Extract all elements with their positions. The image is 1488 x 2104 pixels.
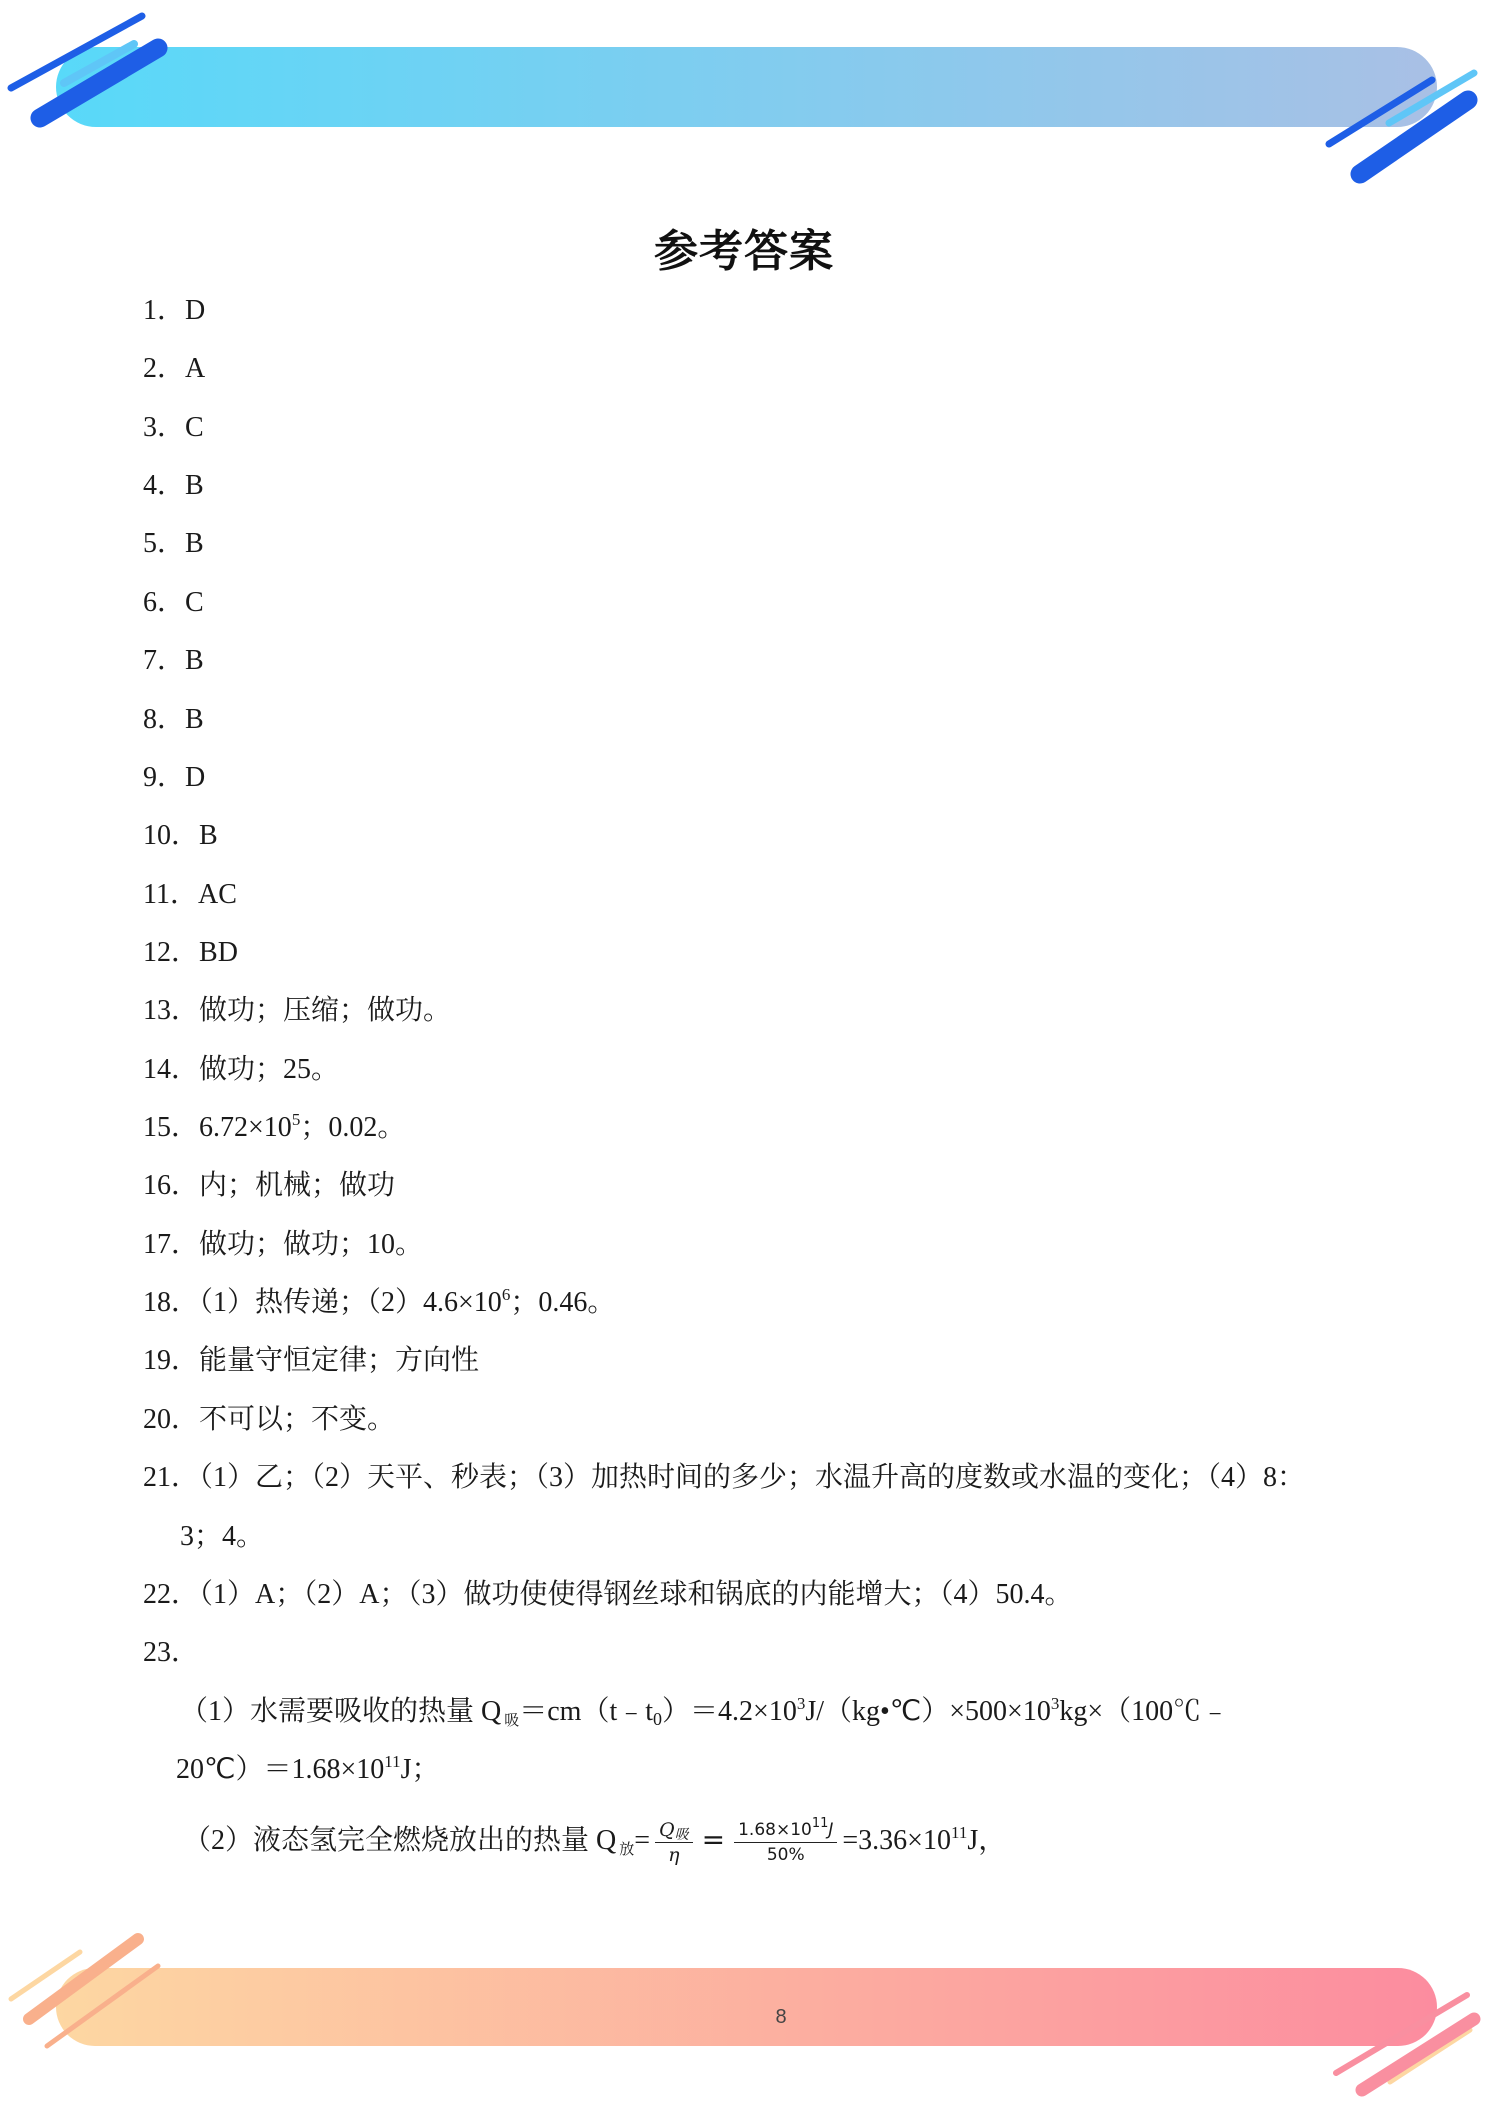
footer-banner	[56, 1968, 1437, 2046]
answer-text: C	[185, 586, 204, 618]
equals-sign: =	[634, 1825, 651, 1857]
answer-item	[143, 515, 1443, 573]
answer-item	[143, 632, 1443, 690]
answer-text: D	[185, 761, 206, 793]
answer-text: 做功；25。	[199, 1053, 340, 1085]
exponent: 3	[796, 1693, 806, 1713]
answer-number: 14．	[143, 1053, 200, 1085]
answer-text: （1）乙；（2）天平、秒表；（3）加热时间的多少；水温升高的度数或水温的变化；（4）8：	[199, 1462, 1306, 1494]
numerator-value: 1.68×10	[738, 1820, 812, 1841]
answer-text: B	[185, 528, 204, 560]
page-title: 参考答案	[654, 226, 834, 277]
answer-number: 6．	[143, 586, 186, 618]
answer-item	[143, 282, 1443, 340]
exponent: 6	[501, 1285, 511, 1305]
answer-text-tail: ；0.02。	[300, 1112, 406, 1144]
answer-text: AC	[197, 878, 237, 910]
answer-text: B	[199, 820, 218, 852]
answer-text: 6.72×10	[199, 1112, 292, 1144]
answer-number: 13．	[143, 995, 200, 1027]
answer-text: B	[185, 470, 204, 502]
exponent: 3	[1050, 1693, 1060, 1713]
answer-number: 11．	[143, 878, 198, 910]
answer-text: BD	[199, 936, 238, 968]
answer-number: 20．	[143, 1403, 200, 1435]
fraction-heat-over-efficiency	[655, 1818, 693, 1867]
solution-text: J；	[400, 1753, 440, 1785]
answer-number: 8．	[143, 703, 186, 735]
subscript: 吸	[674, 1827, 689, 1844]
answer-text: 做功；压缩；做功。	[199, 995, 452, 1027]
answer-text: D	[185, 295, 206, 326]
answer-number: 15．	[143, 1112, 200, 1144]
answer-text: 做功；做功；10。	[199, 1228, 424, 1260]
subscript: 放	[619, 1842, 635, 1859]
answer-number: 12．	[143, 936, 200, 968]
solution-text: J/（kg•℃）×500×10	[805, 1695, 1051, 1727]
answer-item	[143, 1274, 1443, 1332]
solution-text: ＝cm（t﹣t	[519, 1695, 654, 1727]
page-number: 8	[775, 2006, 787, 2028]
answer-item	[143, 807, 1443, 865]
solution-text: （1）水需要吸收的热量 Q	[180, 1695, 502, 1727]
solution-part-1-continuation	[143, 1741, 1443, 1799]
exponent: 11	[811, 1816, 829, 1832]
answer-number: 5．	[143, 528, 186, 560]
answer-number: 19．	[143, 1345, 200, 1377]
answer-number: 4．	[143, 470, 186, 502]
solution-part-2	[143, 1811, 1443, 1869]
answer-number: 23．	[143, 1637, 200, 1669]
answer-text-tail: ；0.46。	[510, 1287, 616, 1319]
solution-part-1	[143, 1683, 1443, 1741]
answer-number: 9．	[143, 761, 186, 793]
answer-item	[143, 574, 1443, 632]
answer-list	[143, 282, 1443, 1870]
fraction-numerator	[734, 1818, 837, 1843]
answer-number: 3．	[143, 411, 186, 443]
answer-number: 10．	[143, 820, 200, 852]
answer-text: B	[185, 703, 204, 735]
answer-item	[143, 1449, 1443, 1507]
answer-text: 能量守恒定律；方向性	[199, 1345, 480, 1377]
solution-text: kg×（100℃﹣	[1059, 1695, 1230, 1727]
fraction-numerator	[655, 1818, 693, 1843]
answer-item	[143, 1391, 1443, 1449]
answer-item	[143, 1041, 1443, 1099]
fraction-denominator: 50%	[766, 1845, 805, 1866]
header-banner	[56, 47, 1437, 127]
answer-text: 不可以；不变。	[199, 1403, 396, 1435]
answer-text: C	[185, 411, 204, 443]
answer-number: 17．	[143, 1228, 200, 1260]
solution-result: =3.36×10	[842, 1825, 951, 1857]
answer-text: 内；机械；做功	[199, 1170, 396, 1202]
subscript: 0	[653, 1708, 663, 1729]
answer-item	[143, 691, 1443, 749]
answer-number: 2．	[143, 353, 186, 385]
answer-text: 3；4。	[180, 1520, 265, 1552]
answer-number: 18．	[143, 1287, 200, 1319]
answer-item	[143, 1157, 1443, 1215]
answer-item	[143, 982, 1443, 1040]
answer-number: 16．	[143, 1170, 200, 1202]
equals-sign: =	[701, 1823, 726, 1857]
fraction-denominator	[664, 1843, 683, 1867]
answer-number: 21．	[143, 1462, 200, 1494]
answer-item	[143, 1099, 1443, 1157]
answer-item	[143, 1216, 1443, 1274]
solution-text: 20℃）＝1.68×10	[176, 1753, 385, 1785]
exponent: 11	[950, 1823, 968, 1843]
unit: J	[828, 1820, 834, 1841]
answer-item	[143, 399, 1443, 457]
answer-text: B	[185, 645, 204, 677]
solution-text: （2）液态氢完全燃烧放出的热量 Q	[183, 1825, 617, 1857]
answer-number: 7．	[143, 645, 186, 677]
answer-number: 22．	[143, 1578, 200, 1610]
exponent: 11	[384, 1751, 401, 1771]
answer-item	[143, 924, 1443, 982]
answer-continuation	[143, 1508, 1443, 1566]
variable-eta: η	[668, 1844, 680, 1867]
fraction-numeric	[734, 1818, 837, 1867]
answer-item	[143, 340, 1443, 398]
answer-text: A	[185, 353, 206, 385]
answer-item	[143, 866, 1443, 924]
answer-item	[143, 1332, 1443, 1390]
answer-item	[143, 457, 1443, 515]
answer-item	[143, 1566, 1443, 1624]
answer-item	[143, 1624, 1443, 1682]
answer-item	[143, 749, 1443, 807]
variable-q: Q	[659, 1819, 675, 1842]
exponent: 5	[291, 1110, 301, 1130]
solution-text: ）＝4.2×10	[662, 1695, 797, 1727]
solution-text-tail: J，	[967, 1825, 1007, 1857]
answer-text: （1）热传递；（2）4.6×10	[199, 1287, 502, 1319]
answer-text: （1）A；（2）A；（3）做功使使得钢丝球和锅底的内能增大；（4）50.4。	[199, 1578, 1073, 1610]
answer-number: 1．	[143, 295, 186, 326]
subscript: 吸	[504, 1712, 520, 1729]
